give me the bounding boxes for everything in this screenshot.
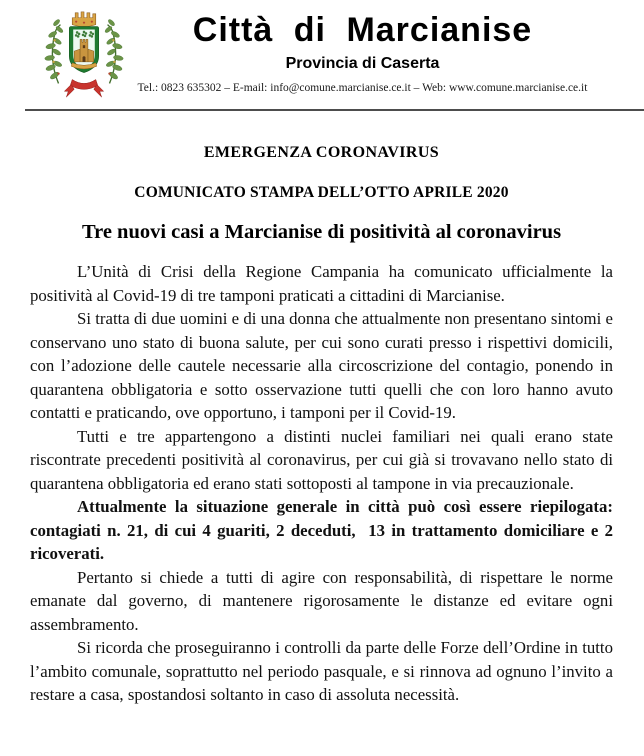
paragraph-6: Si ricorda che proseguiranno i controlli da parte delle Forze dell’Ordine in tutto l’ambito comunale, soprattutto nel periodo pasquale, e si rinnova ad ognuno l’invito a restare a casa, spostandosi soltanto in caso di assoluta necessità. [30, 638, 613, 704]
letterhead-text [115, 12, 610, 94]
paragraph-4-summary: Attualmente la situazione generale in città può così essere riepilogata: contagiati n. 21, di cui 4 guariti, 2 deceduti, 13 in trattamento domiciliare e 2 ricoverati. [30, 497, 613, 563]
city-coat-of-arms-icon [42, 5, 126, 105]
letterhead [0, 0, 644, 111]
crest-crown [72, 12, 96, 27]
paragraphs [30, 260, 613, 707]
document-title: Tre nuovi casi a Marcianise di positività al coronavirus [81, 221, 562, 243]
city-title: Città di Marcianise [192, 11, 533, 49]
heading-emergency: EMERGENZA CORONAVIRUS [203, 144, 440, 161]
paragraph-3: Tutti e tre appartengono a distinti nuclei familiari nei quali erano state riscontrate precedenti positività al coronavirus, per cui già si trovavano nello stato di quarantena obbligatoria ed erano stati sottoposti al tampone in via precauzionale. [30, 426, 613, 493]
press-release-body [0, 144, 644, 707]
paragraph-1: L’Unità di Crisi della Regione Campania ha comunicato ufficialmente la positività al Covid-19 di tre tamponi praticati a cittadini di Marcianise. [30, 262, 613, 305]
contact-line: Tel.: 0823 635302 – E-mail: info@comune.marcianise.ce.it – Web: www.comune.marcianise.ce.it [137, 82, 588, 94]
paragraph-2: Si tratta di due uomini e di una donna che attualmente non presentano sintomi e conservano uno stato di buona salute, per cui sono curati presso i rispettivi domicili, con l’adozione delle cautele necessarie alla circoscrizione del contagio, ponendo in quarantena obbligatoria e sotto osservazione tutti quelli che con loro hanno avuto contatti e praticando, ove opportuno, i tamponi per il Covid-19. [30, 309, 613, 422]
crest-left-branch [44, 18, 63, 83]
heading-press-release-date: COMUNICATO STAMPA DELL’OTTO APRILE 2020 [134, 184, 509, 201]
paragraph-5: Pertanto si chiede a tutti di agire con responsabilità, di rispettare le norme emanate dal governo, di mantenere rigorosamente le distanze ed evitare ogni assembramento. [30, 567, 613, 634]
province-subtitle: Provincia di Caserta [285, 55, 440, 72]
crest-ribbon [64, 80, 103, 98]
letterhead-divider [25, 109, 644, 111]
